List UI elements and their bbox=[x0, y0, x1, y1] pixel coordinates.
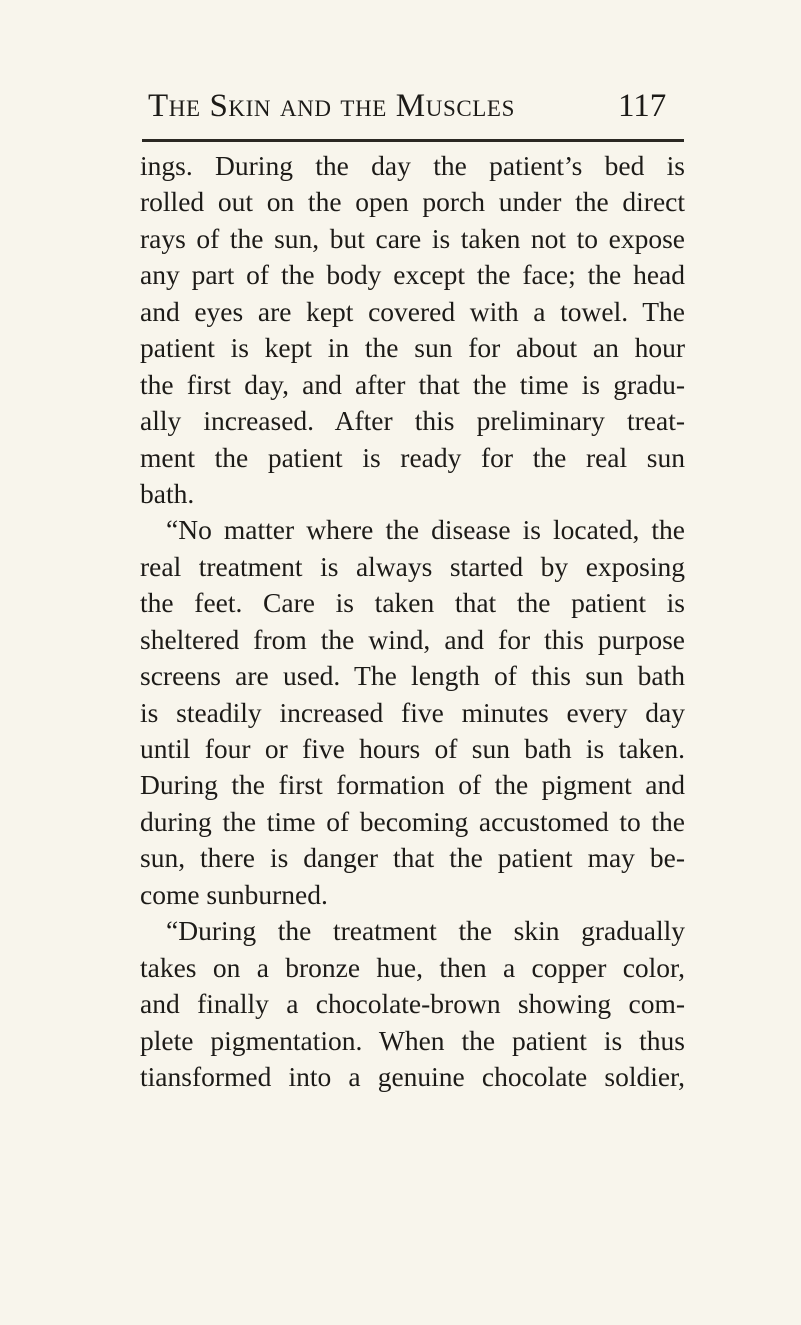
text-line: rolled out on the open porch under the direct bbox=[140, 186, 685, 218]
text-line: any part of the body except the face; the head bbox=[140, 259, 685, 291]
running-head bbox=[140, 88, 680, 132]
text-line: the first day, and after that the time is gradu- bbox=[140, 368, 685, 400]
body-text bbox=[140, 148, 685, 1095]
text-line: and finally a chocolate-brown showing com- bbox=[140, 988, 685, 1020]
text-line: screens are used. The length of this sun bath bbox=[140, 660, 685, 692]
text-line: tiansformed into a genuine chocolate soldier, bbox=[140, 1060, 685, 1092]
text-line: real treatment is always started by exposing bbox=[140, 550, 685, 582]
text-line: sheltered from the wind, and for this purpose bbox=[140, 623, 685, 655]
text-line: ally increased. After this preliminary treat- bbox=[140, 405, 685, 437]
text-line: sun, there is danger that the patient may be- bbox=[140, 842, 685, 874]
page-number: 117 bbox=[618, 88, 667, 124]
text-line: rays of the sun, but care is taken not to expose bbox=[140, 222, 685, 254]
text-line: bath. bbox=[140, 477, 195, 509]
running-head-title: The Skin and the Muscles bbox=[148, 88, 515, 124]
text-line: the feet. Care is taken that the patient is bbox=[140, 587, 685, 619]
text-line: plete pigmentation. When the patient is thus bbox=[140, 1024, 685, 1056]
text-line: is steadily increased five minutes every day bbox=[140, 696, 685, 728]
text-line: until four or five hours of sun bath is taken. bbox=[140, 733, 685, 764]
text-line: takes on a bronze hue, then a copper color, bbox=[140, 951, 685, 983]
text-line: “During the treatment the skin gradually bbox=[166, 915, 685, 947]
text-line: ings. During the day the patient’s bed is bbox=[140, 150, 685, 181]
text-line: come sunburned. bbox=[140, 878, 328, 910]
header-rule bbox=[142, 139, 684, 142]
text-line: ment the patient is ready for the real sun bbox=[140, 441, 685, 473]
text-line: “No matter where the disease is located, the bbox=[166, 514, 685, 546]
text-line: patient is kept in the sun for about an hour bbox=[140, 332, 685, 364]
text-line: during the time of becoming accustomed to the bbox=[140, 805, 685, 837]
text-line: During the first formation of the pigment and bbox=[140, 769, 685, 801]
text-line: and eyes are kept covered with a towel. The bbox=[140, 295, 685, 327]
